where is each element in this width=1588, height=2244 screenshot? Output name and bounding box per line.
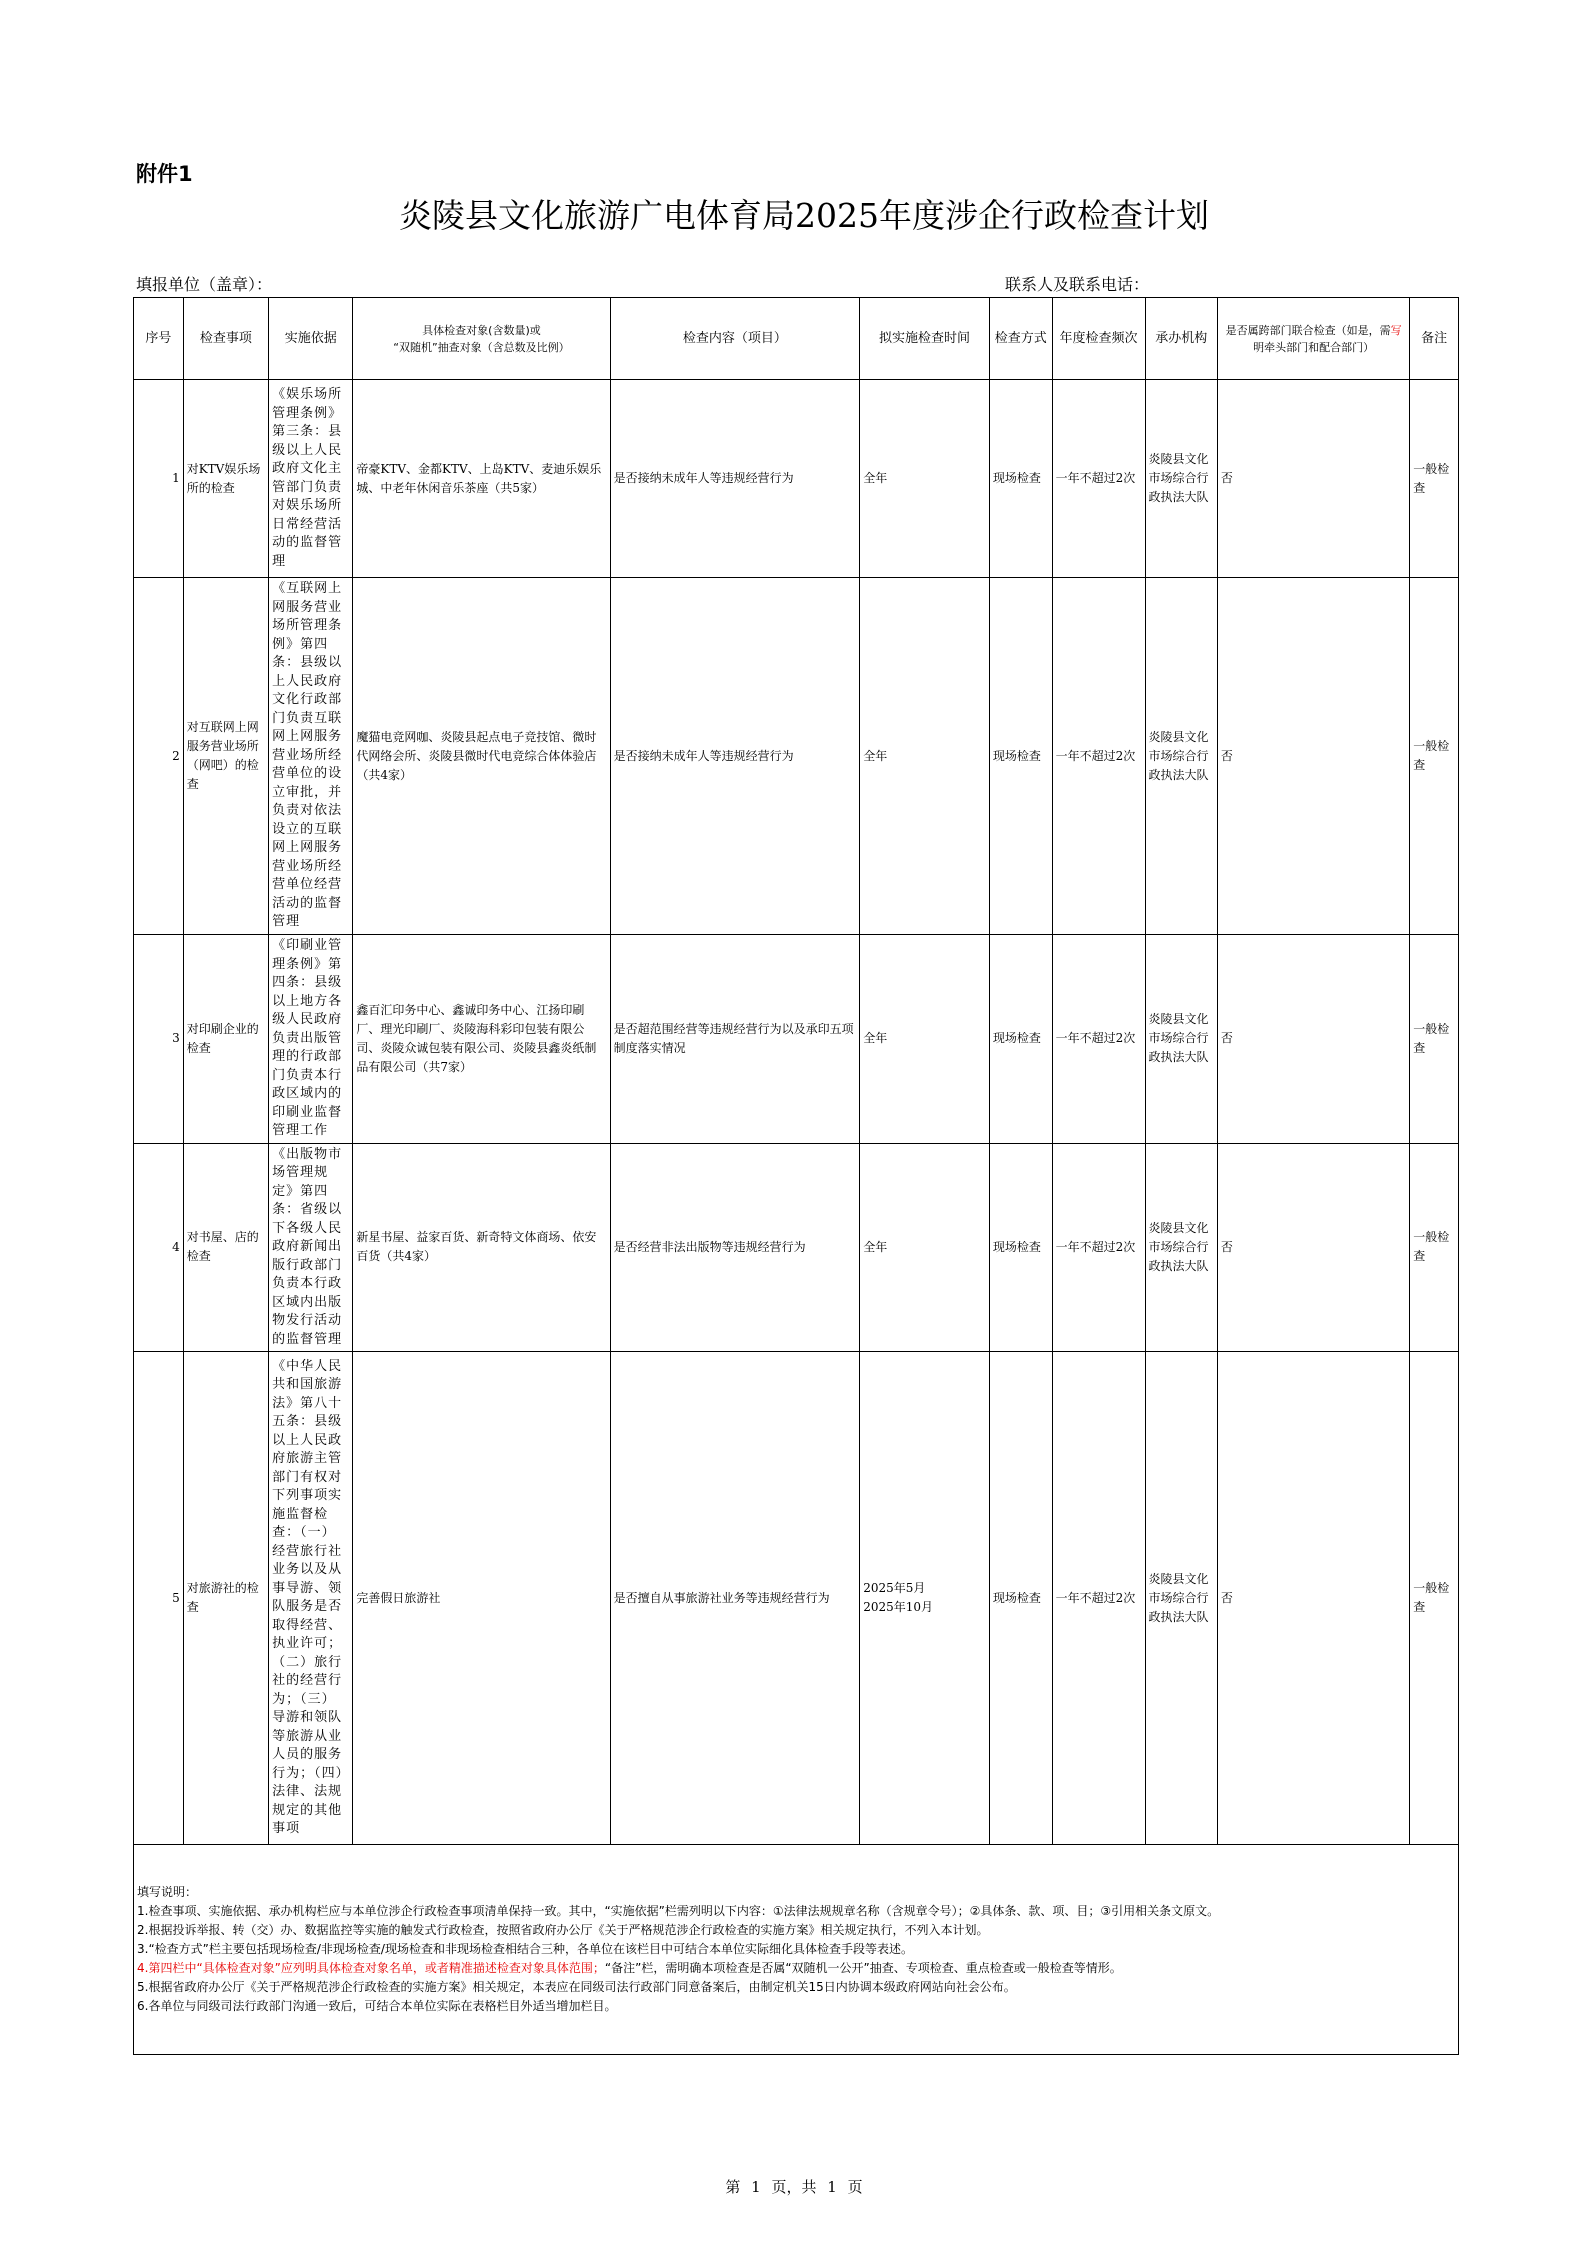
row-item: 对印刷企业的检查 bbox=[183, 935, 268, 1144]
header-joint-part1: 是否属跨部门联合检查（如是，需 bbox=[1225, 323, 1391, 337]
row-objects: 帝豪KTV、金都KTV、上岛KTV、麦迪乐娱乐城、中老年休闲音乐茶座（共5家） bbox=[353, 380, 610, 578]
header-item: 检查事项 bbox=[183, 298, 268, 380]
header-remark: 备注 bbox=[1410, 298, 1459, 380]
row-time: 全年 bbox=[860, 380, 990, 578]
row-agency: 炎陵县文化市场综合行政执法大队 bbox=[1145, 935, 1217, 1144]
row-item: 对互联网上网服务营业场所（网吧）的检查 bbox=[183, 578, 268, 935]
table-row bbox=[134, 380, 1459, 578]
row-objects: 鑫百汇印务中心、鑫诚印务中心、江扬印刷厂、理光印刷厂、炎陵海科彩印包装有限公司、炎陵众诚包装有限公司、炎陵县鑫炎纸制品有限公司（共7家） bbox=[353, 935, 610, 1144]
row-method: 现场检查 bbox=[989, 1143, 1052, 1352]
row-item: 对书屋、店的检查 bbox=[183, 1143, 268, 1352]
header-joint bbox=[1217, 298, 1409, 380]
header-objects bbox=[353, 298, 610, 380]
row-time-line2: 2025年10月 bbox=[863, 1600, 934, 1614]
row-basis: 《印刷业管理条例》第四条：县级以上地方各级人民政府负责出版管理的行政部门负责本行政区域内的印刷业监督管理工作 bbox=[269, 935, 353, 1144]
note-item-4-black: “备注”栏，需明确本项检查是否属“双随机一公开”抽查、专项检查、重点检查或一般检查等情形。 bbox=[604, 1961, 1122, 1975]
fill-instructions bbox=[134, 1845, 1459, 2055]
notes-row bbox=[134, 1845, 1459, 2055]
row-remark: 一般检查 bbox=[1410, 1352, 1459, 1845]
row-method: 现场检查 bbox=[989, 1352, 1052, 1845]
row-remark: 一般检查 bbox=[1410, 1143, 1459, 1352]
row-method: 现场检查 bbox=[989, 380, 1052, 578]
row-method: 现场检查 bbox=[989, 578, 1052, 935]
row-agency: 炎陵县文化市场综合行政执法大队 bbox=[1145, 578, 1217, 935]
note-item-1: 1.检查事项、实施依据、承办机构栏应与本单位涉企行政检查事项清单保持一致。其中，“实施依据”栏需列明以下内容：①法律法规规章名称（含规章令号）；②具体条、款、项、目；③引用相关条文原文。 bbox=[137, 1904, 1220, 1918]
note-item-4 bbox=[137, 1959, 1455, 1978]
row-basis: 《出版物市场管理规定》第四条：省级以下各级人民政府新闻出版行政部门负责本行政区域内出版物发行活动的监督管理 bbox=[269, 1143, 353, 1352]
row-agency: 炎陵县文化市场综合行政执法大队 bbox=[1145, 380, 1217, 578]
header-seq: 序号 bbox=[134, 298, 184, 380]
row-time-line1: 2025年5月 bbox=[863, 1581, 926, 1595]
fill-unit-label: 填报单位（盖章）： bbox=[136, 275, 273, 294]
header-joint-red: 写 bbox=[1390, 323, 1402, 337]
row-basis: 《中华人民共和国旅游法》第八十五条：县级以上人民政府旅游主管部门有权对下列事项实施监督检查：（一）经营旅行社业务以及从事导游、领队服务是否取得经营、执业许可；（二）旅行社的经营行为；（三）导游和领队等旅游从业人员的服务行为；（四）法律、法规规定的其他事项 bbox=[269, 1352, 353, 1845]
row-seq: 5 bbox=[134, 1352, 184, 1845]
row-frequency: 一年不超过2次 bbox=[1052, 1143, 1145, 1352]
inspection-plan-table bbox=[133, 297, 1459, 2055]
row-seq: 1 bbox=[134, 380, 184, 578]
header-content: 检查内容（项目） bbox=[610, 298, 860, 380]
row-seq: 3 bbox=[134, 935, 184, 1144]
row-remark: 一般检查 bbox=[1410, 380, 1459, 578]
table-row bbox=[134, 935, 1459, 1144]
note-item-4-red: 4.第四栏中“具体检查对象”应列明具体检查对象名单，或者精准描述检查对象具体范围； bbox=[137, 1961, 605, 1975]
row-content: 是否接纳未成年人等违规经营行为 bbox=[610, 380, 860, 578]
row-objects: 新星书屋、益家百货、新奇特文体商场、依安百货（共4家） bbox=[353, 1143, 610, 1352]
row-seq: 2 bbox=[134, 578, 184, 935]
row-joint: 否 bbox=[1217, 935, 1409, 1144]
row-joint: 否 bbox=[1217, 1352, 1409, 1845]
note-item-3: 3.“检查方式”栏主要包括现场检查/非现场检查/现场检查和非现场检查相结合三种，各单位在该栏目中可结合本单位实际细化具体检查手段等表述。 bbox=[137, 1942, 913, 1956]
notes-heading: 填写说明： bbox=[137, 1885, 198, 1899]
row-method: 现场检查 bbox=[989, 935, 1052, 1144]
page-title: 炎陵县文化旅游广电体育局2025年度涉企行政检查计划 bbox=[399, 196, 1209, 235]
note-item-5: 5.根据省政府办公厅《关于严格规范涉企行政检查的实施方案》相关规定，本表应在同级司法行政部门同意备案后，由制定机关15日内协调本级政府网站向社会公布。 bbox=[137, 1980, 1016, 1994]
row-content: 是否经营非法出版物等违规经营行为 bbox=[610, 1143, 860, 1352]
page-footer: 第 1 页，共 1 页 bbox=[725, 2178, 863, 2196]
row-time: 全年 bbox=[860, 578, 990, 935]
table-row bbox=[134, 1352, 1459, 1845]
row-frequency: 一年不超过2次 bbox=[1052, 935, 1145, 1144]
row-content: 是否接纳未成年人等违规经营行为 bbox=[610, 578, 860, 935]
row-joint: 否 bbox=[1217, 1143, 1409, 1352]
row-item: 对KTV娱乐场所的检查 bbox=[183, 380, 268, 578]
row-time: 全年 bbox=[860, 1143, 990, 1352]
row-time: 全年 bbox=[860, 935, 990, 1144]
header-objects-line1: 具体检查对象(含数量)或 bbox=[422, 323, 541, 337]
row-objects: 魔猫电竞网咖、炎陵县起点电子竞技馆、微时代网络会所、炎陵县微时代电竞综合体体验店（共4家） bbox=[353, 578, 610, 935]
row-basis: 《娱乐场所管理条例》第三条：县级以上人民政府文化主管部门负责对娱乐场所日常经营活动的监督管理 bbox=[269, 380, 353, 578]
header-row bbox=[134, 298, 1459, 380]
row-remark: 一般检查 bbox=[1410, 578, 1459, 935]
row-agency: 炎陵县文化市场综合行政执法大队 bbox=[1145, 1143, 1217, 1352]
header-method: 检查方式 bbox=[989, 298, 1052, 380]
row-frequency: 一年不超过2次 bbox=[1052, 1352, 1145, 1845]
header-time: 拟实施检查时间 bbox=[860, 298, 990, 380]
table-row bbox=[134, 578, 1459, 935]
header-basis: 实施依据 bbox=[269, 298, 353, 380]
row-objects: 完善假日旅游社 bbox=[353, 1352, 610, 1845]
row-item: 对旅游社的检查 bbox=[183, 1352, 268, 1845]
row-frequency: 一年不超过2次 bbox=[1052, 380, 1145, 578]
header-agency: 承办机构 bbox=[1145, 298, 1217, 380]
row-content: 是否超范围经营等违规经营行为以及承印五项制度落实情况 bbox=[610, 935, 860, 1144]
row-content: 是否擅自从事旅游社业务等违规经营行为 bbox=[610, 1352, 860, 1845]
header-joint-part2: 明牵头部门和配合部门） bbox=[1253, 340, 1375, 354]
row-time bbox=[860, 1352, 990, 1845]
row-basis: 《互联网上网服务营业场所管理条例》第四条：县级以上人民政府文化行政部门负责互联网上网服务营业场所经营单位的设立审批，并负责对依法设立的互联网上网服务营业场所经营单位经营活动的监督管理 bbox=[269, 578, 353, 935]
attachment-label: 附件1 bbox=[136, 162, 193, 186]
header-objects-line2: “双随机”抽查对象（含总数及比例） bbox=[393, 340, 570, 354]
row-remark: 一般检查 bbox=[1410, 935, 1459, 1144]
row-frequency: 一年不超过2次 bbox=[1052, 578, 1145, 935]
header-frequency: 年度检查频次 bbox=[1052, 298, 1145, 380]
note-item-6: 6.各单位与同级司法行政部门沟通一致后，可结合本单位实际在表格栏目外适当增加栏目。 bbox=[137, 1999, 617, 2013]
contact-label: 联系人及联系电话： bbox=[1005, 275, 1150, 294]
row-seq: 4 bbox=[134, 1143, 184, 1352]
row-joint: 否 bbox=[1217, 380, 1409, 578]
table-row bbox=[134, 1143, 1459, 1352]
row-joint: 否 bbox=[1217, 578, 1409, 935]
note-item-2: 2.根据投诉举报、转（交）办、数据监控等实施的触发式行政检查，按照省政府办公厅《关于严格规范涉企行政检查的实施方案》相关规定执行，不列入本计划。 bbox=[137, 1923, 989, 1937]
row-agency: 炎陵县文化市场综合行政执法大队 bbox=[1145, 1352, 1217, 1845]
